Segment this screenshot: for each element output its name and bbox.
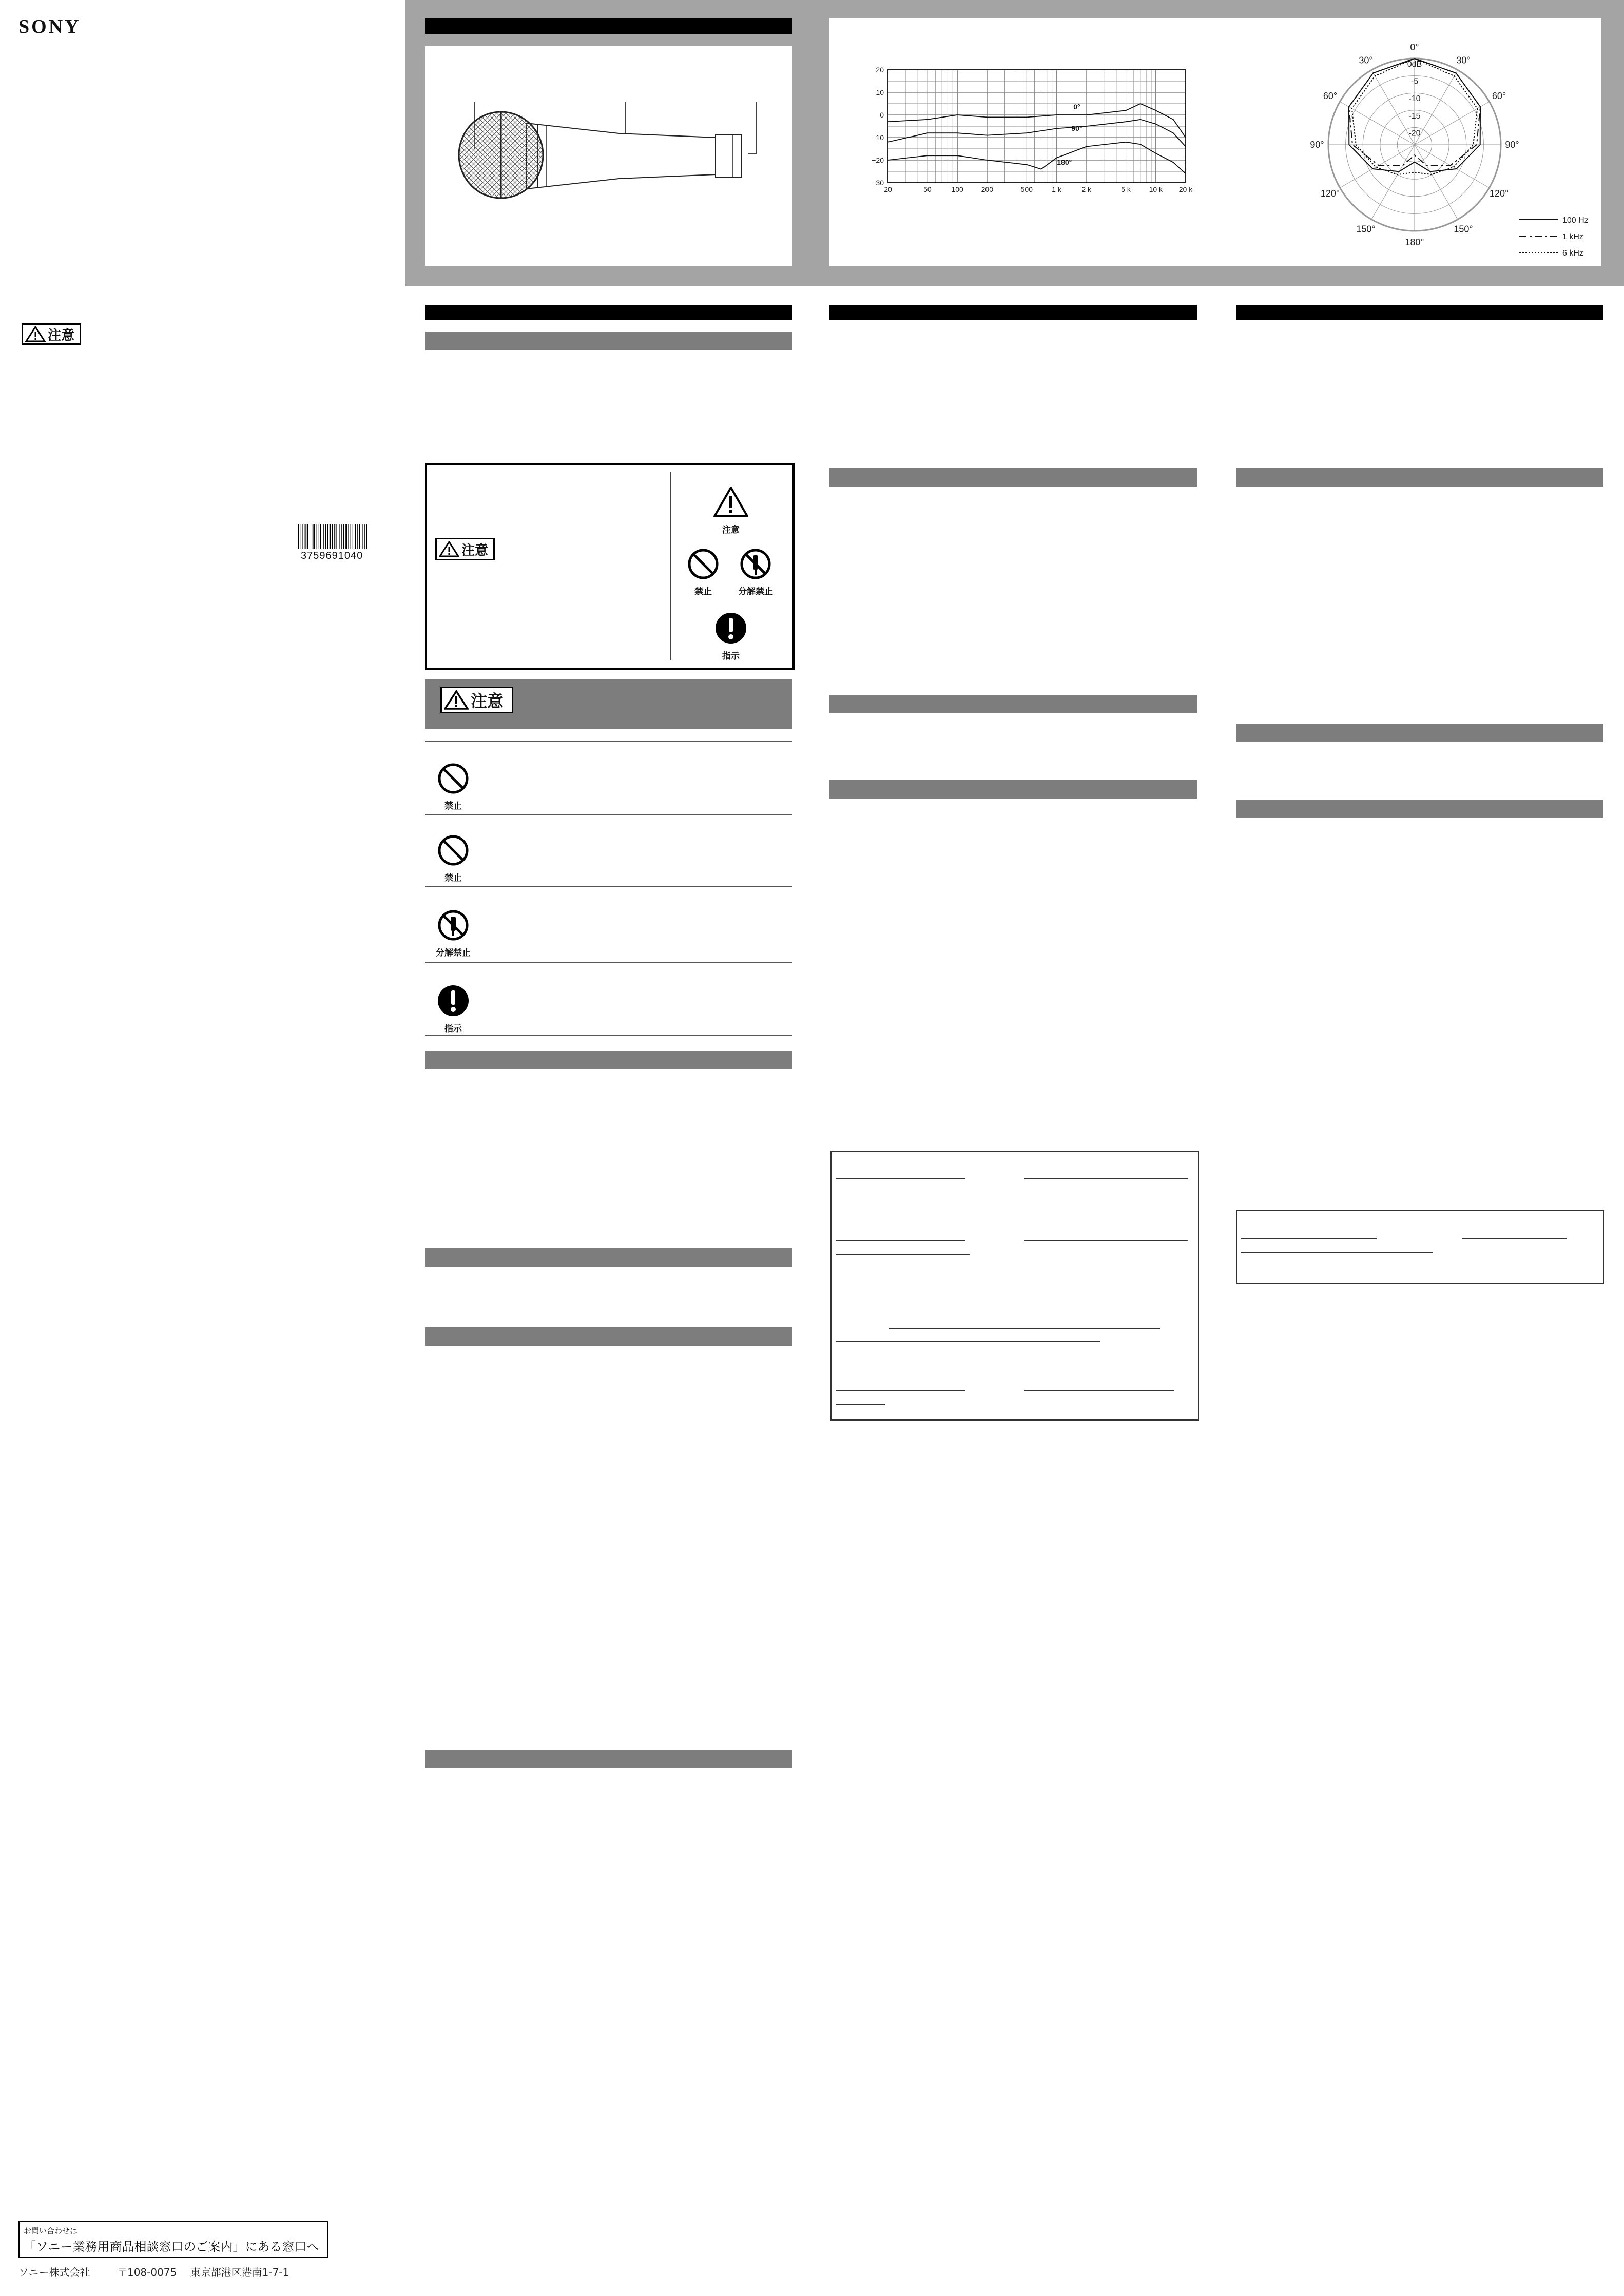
y-tick-label: −10 — [872, 133, 884, 142]
barcode-bar — [357, 524, 358, 549]
subheading-bar — [829, 695, 1197, 713]
symbol-box-divider — [670, 472, 671, 660]
symbol-instruction — [710, 612, 751, 661]
inquiry-box — [18, 2221, 328, 2258]
subheading-bar — [425, 1750, 792, 1768]
barcode-bar — [298, 524, 299, 549]
subheading-bar — [425, 332, 792, 350]
polar-spoke — [1415, 102, 1489, 145]
no-disassembly-icon — [740, 548, 771, 580]
polar-spoke — [1371, 70, 1415, 145]
legend-label: 1 kHz — [1562, 232, 1583, 241]
warranty-form-box — [830, 1151, 1199, 1421]
x-tick-label: 100 — [951, 185, 963, 193]
banner-caution-label — [440, 687, 513, 713]
company-name: ソニー株式会社 — [18, 2266, 90, 2279]
angle-label: 150° — [1356, 224, 1376, 235]
prohibited-icon — [687, 548, 719, 580]
form-line — [1024, 1390, 1174, 1391]
barcode-bar — [341, 524, 342, 549]
barcode — [297, 524, 387, 549]
barcode-bar — [339, 524, 340, 549]
barcode-bar — [334, 524, 335, 549]
x-tick-label: 1 k — [1052, 185, 1061, 193]
legend-label: 6 kHz — [1562, 249, 1583, 258]
y-tick-label: −20 — [872, 156, 884, 164]
cover-caution-label — [22, 323, 81, 345]
warning-triangle-icon — [712, 485, 749, 518]
x-tick-label: 50 — [923, 185, 932, 193]
ring-label: -15 — [1408, 111, 1421, 121]
cover-caution-text: 注意 — [48, 327, 75, 343]
frequency-response-chart — [837, 60, 1196, 224]
angle-label: 30° — [1359, 55, 1373, 66]
polar-spoke — [1415, 145, 1458, 219]
y-tick-label: 0 — [880, 111, 884, 119]
caution-item-symbol — [430, 984, 476, 1034]
caution-item-symbol — [430, 763, 476, 811]
box-caution-label — [435, 538, 495, 560]
series-line-2 — [888, 142, 1186, 174]
angle-label: 60° — [1492, 91, 1506, 101]
subheading-bar — [1236, 724, 1603, 742]
angle-label: 150° — [1454, 224, 1473, 235]
form-line — [889, 1328, 1160, 1329]
barcode-bar — [307, 524, 308, 549]
angle-label: 120° — [1489, 188, 1509, 199]
postal-code: 〒108-0075 — [117, 2266, 177, 2279]
banner-caution-text: 注意 — [471, 691, 504, 711]
box-caution-text: 注意 — [461, 542, 489, 558]
caution-item-symbol — [426, 909, 480, 958]
subheading-bar — [829, 780, 1197, 799]
series-line-1 — [888, 120, 1186, 147]
record-form-box — [1236, 1210, 1604, 1284]
prohibited-icon — [437, 763, 469, 794]
angle-label: 60° — [1323, 91, 1338, 101]
barcode-bar — [355, 524, 356, 549]
caution-divider — [425, 741, 792, 742]
barcode-bar — [364, 524, 365, 549]
symbol-caption: 禁止 — [444, 873, 462, 883]
symbol-caption: 分解禁止 — [436, 948, 471, 958]
barcode-bar — [327, 524, 328, 549]
warning-triangle-icon — [25, 326, 46, 342]
prohibited-icon — [437, 834, 469, 866]
form-line — [1462, 1238, 1567, 1239]
caution-divider — [425, 814, 792, 815]
form-line — [1024, 1178, 1188, 1179]
barcode-bar — [325, 524, 326, 549]
caution-divider — [425, 962, 792, 963]
polar-spoke — [1340, 102, 1415, 145]
form-line — [836, 1240, 965, 1241]
angle-label: 90° — [1310, 140, 1324, 150]
caution-item-symbol — [430, 834, 476, 883]
barcode-bar — [305, 524, 306, 549]
barcode-bar — [348, 524, 349, 549]
barcode-bar — [320, 524, 321, 549]
form-line — [836, 1254, 970, 1255]
warning-triangle-icon — [444, 690, 469, 710]
form-line — [836, 1341, 1100, 1342]
subheading-bar — [425, 1051, 792, 1069]
form-line — [836, 1390, 965, 1391]
angle-label: 120° — [1320, 188, 1340, 199]
subheading-bar — [829, 468, 1197, 487]
barcode-bar — [336, 524, 337, 549]
form-line — [1241, 1238, 1377, 1239]
angle-label: 30° — [1456, 55, 1471, 66]
angle-label: 180° — [1405, 237, 1424, 247]
caution-divider — [425, 886, 792, 887]
barcode-bar — [330, 524, 331, 549]
barcode-bar — [366, 524, 367, 549]
warning-triangle-icon — [439, 541, 459, 557]
x-tick-label: 2 k — [1081, 185, 1092, 193]
ring-label: -10 — [1408, 94, 1421, 104]
symbol-caution — [710, 485, 751, 535]
angle-label: 0° — [1410, 42, 1419, 52]
x-tick-label: 20 k — [1178, 185, 1193, 193]
brand-logo: SONY — [18, 16, 81, 37]
subheading-bar — [425, 1327, 792, 1346]
x-tick-label: 5 k — [1121, 185, 1131, 193]
caution-divider — [425, 1035, 792, 1036]
symbol-caption: 分解禁止 — [738, 587, 773, 597]
section-heading-bar — [425, 305, 792, 320]
symbol-caption: 禁止 — [694, 587, 712, 597]
series-line-0 — [888, 104, 1186, 138]
parts-heading-bar — [425, 18, 792, 34]
barcode-bar — [313, 524, 315, 549]
polar-spoke — [1415, 145, 1489, 188]
barcode-bar — [362, 524, 363, 549]
section-heading-bar — [1236, 305, 1603, 320]
ring-label: -20 — [1408, 129, 1421, 138]
address: 東京都港区港南1-7-1 — [190, 2266, 289, 2279]
x-tick-label: 200 — [981, 185, 994, 193]
symbol-caption: 禁止 — [444, 801, 462, 811]
barcode-number: 3759691040 — [301, 550, 363, 561]
form-line — [836, 1404, 885, 1405]
polar-spoke — [1371, 145, 1415, 219]
barcode-bar — [359, 524, 360, 549]
instruction-icon — [437, 984, 470, 1017]
form-line — [1024, 1240, 1188, 1241]
no-disassembly-icon — [437, 909, 469, 941]
symbol-caption: 指示 — [722, 651, 740, 661]
safety-symbol-box — [425, 463, 795, 670]
subheading-bar — [1236, 468, 1603, 487]
microphone-illustration — [425, 46, 792, 266]
y-tick-label: −30 — [872, 179, 884, 187]
caution-banner — [425, 679, 792, 729]
symbol-prohibited — [683, 548, 724, 597]
series-annotation: 180° — [1057, 158, 1072, 166]
series-annotation: 90° — [1071, 124, 1082, 132]
barcode-bar — [323, 524, 324, 549]
company-address — [18, 2264, 289, 2279]
symbol-caption: 指示 — [444, 1024, 462, 1034]
polar-spoke — [1340, 145, 1415, 188]
inquiry-caption: お問い合わせは — [24, 2226, 78, 2235]
x-tick-label: 20 — [884, 185, 892, 193]
polar-spoke — [1415, 70, 1458, 145]
microphone-panel — [425, 46, 792, 266]
angle-label: 90° — [1505, 140, 1519, 150]
legend-label: 100 Hz — [1562, 216, 1589, 225]
barcode-bar — [343, 524, 344, 549]
form-line — [836, 1178, 965, 1179]
form-line — [1241, 1252, 1433, 1253]
y-tick-label: 20 — [876, 66, 884, 74]
barcode-bar — [345, 524, 347, 549]
symbol-caption: 注意 — [722, 525, 740, 535]
x-tick-label: 10 k — [1149, 185, 1163, 193]
series-annotation: 0° — [1073, 103, 1080, 111]
barcode-bar — [302, 524, 303, 549]
symbol-no-disassembly — [730, 548, 781, 597]
section-heading-bar — [829, 305, 1197, 320]
x-tick-label: 500 — [1020, 185, 1033, 193]
barcode-bar — [332, 524, 333, 549]
instruction-icon — [714, 612, 747, 645]
subheading-bar — [1236, 800, 1603, 818]
subheading-bar — [425, 1248, 792, 1267]
inquiry-text: 「ソニー業務用商品相談窓口のご案内」にある窓口へ — [24, 2240, 319, 2254]
ring-label: 0dB — [1407, 60, 1422, 69]
polar-pattern-chart — [1281, 22, 1589, 263]
ring-label: -5 — [1410, 77, 1419, 86]
charts-panel — [829, 18, 1601, 266]
y-tick-label: 10 — [876, 88, 884, 96]
